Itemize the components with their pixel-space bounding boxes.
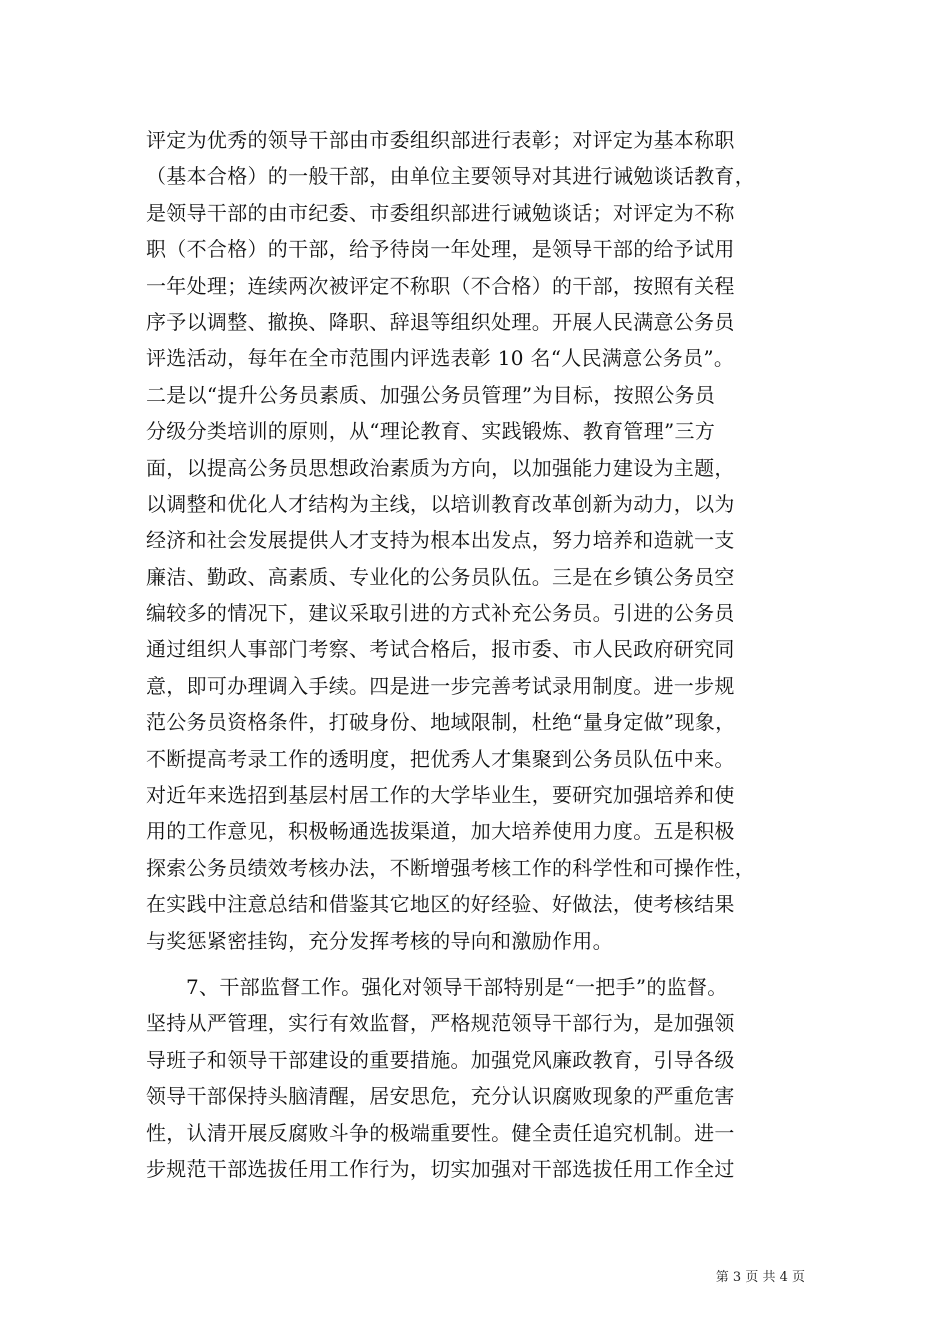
text-line: 职（不合格）的干部，给予待岗一年处理，是领导干部的给予试用 xyxy=(146,237,735,262)
text-line: 7、干部监督工作。强化对领导干部特别是“一把手”的监督。 xyxy=(186,974,728,999)
paragraph-spacer xyxy=(146,959,826,969)
text-line: 意，即可办理调入手续。四是进一步完善考试录用制度。进一步规 xyxy=(146,673,735,698)
text-line: 坚持从严管理，实行有效监督，严格规范领导干部行为，是加强领 xyxy=(146,1011,735,1036)
text-line: 步规范干部选拔任用工作行为，切实加强对干部选拔任用工作全过 xyxy=(146,1156,735,1181)
text-line: 用的工作意见，积极畅通选拔渠道，加大培养使用力度。五是积极 xyxy=(146,819,735,844)
text-line: 一年处理；连续两次被评定不称职（不合格）的干部，按照有关程 xyxy=(146,273,735,298)
text-line: 通过组织人事部门考察、考试合格后，报市委、市人民政府研究同 xyxy=(146,637,735,662)
text-line: 导班子和领导干部建设的重要措施。加强党风廉政教育，引导各级 xyxy=(146,1047,735,1072)
text-line: 经济和社会发展提供人才支持为根本出发点，努力培养和造就一支 xyxy=(146,528,735,553)
text-line: 不断提高考录工作的透明度，把优秀人才集聚到公务员队伍中来。 xyxy=(146,746,735,771)
text-line: 编较多的情况下，建议采取引进的方式补充公务员。引进的公务员 xyxy=(146,601,735,626)
paragraph-1 xyxy=(146,122,826,959)
text-line: 评选活动，每年在全市范围内评选表彰 10 名“人民满意公务员”。 xyxy=(146,346,735,371)
text-line: 以调整和优化人才结构为主线，以培训教育改革创新为动力，以为 xyxy=(146,491,735,516)
text-line: 性，认清开展反腐败斗争的极端重要性。健全责任追究机制。进一 xyxy=(146,1120,735,1145)
text-line: 在实践中注意总结和借鉴其它地区的好经验、好做法，使考核结果 xyxy=(146,892,735,917)
text-line: （基本合格）的一般干部，由单位主要领导对其进行诫勉谈话教育， xyxy=(146,164,755,189)
text-line: 面，以提高公务员思想政治素质为方向，以加强能力建设为主题， xyxy=(146,455,735,480)
text-line: 廉洁、勤政、高素质、专业化的公务员队伍。三是在乡镇公务员空 xyxy=(146,564,735,589)
page-number-footer: 第 3 页 共 4 页 xyxy=(715,1270,805,1285)
text-line: 二是以“提升公务员素质、加强公务员管理”为目标，按照公务员 xyxy=(146,382,716,407)
text-line: 对近年来选招到基层村居工作的大学毕业生，要研究加强培养和使 xyxy=(146,783,735,808)
text-line: 是领导干部的由市纪委、市委组织部进行诫勉谈话；对评定为不称 xyxy=(146,200,735,225)
text-line: 分级分类培训的原则，从“理论教育、实践锻炼、教育管理”三方 xyxy=(146,419,716,444)
body-text xyxy=(146,122,826,1187)
text-line: 与奖惩紧密挂钩，充分发挥考核的导向和激励作用。 xyxy=(146,928,613,953)
text-line: 探索公务员绩效考核办法，不断增强考核工作的科学性和可操作性， xyxy=(146,855,755,880)
text-line: 范公务员资格条件，打破身份、地域限制，杜绝“量身定做”现象， xyxy=(146,710,736,735)
paragraph-2 xyxy=(146,969,826,1187)
text-line: 领导干部保持头脑清醒，居安思危，充分认识腐败现象的严重危害 xyxy=(146,1084,735,1109)
text-line: 序予以调整、撤换、降职、辞退等组织处理。开展人民满意公务员 xyxy=(146,309,735,334)
text-line: 评定为优秀的领导干部由市委组织部进行表彰；对评定为基本称职 xyxy=(146,128,735,152)
